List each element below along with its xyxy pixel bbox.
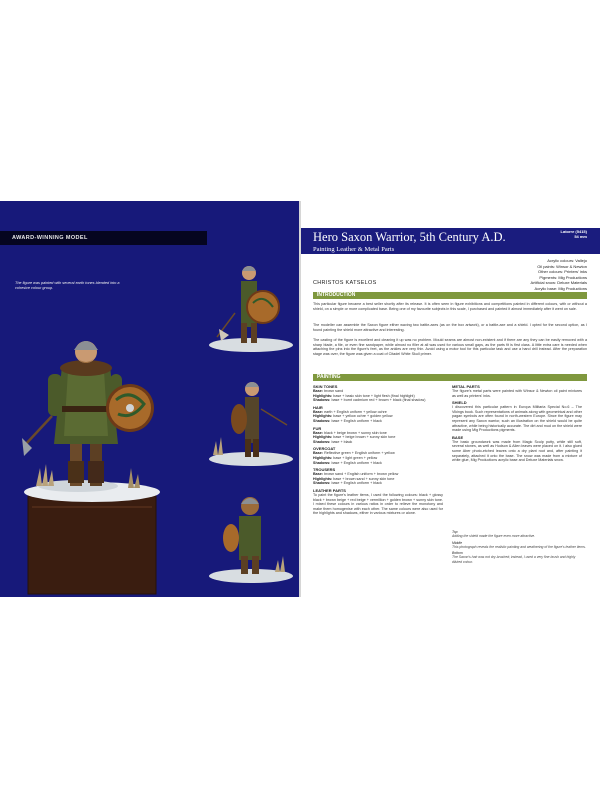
- caption-text: The Saxon's hair was not dry-brushed; instead, I used a very fine brush and highly diluted colour.: [452, 555, 576, 564]
- trousers-group: [313, 467, 443, 486]
- caption-top: [452, 530, 586, 539]
- materials-item: Artificial snow: Deluxe Materials: [530, 280, 587, 286]
- materials-item: Acrylic colours: Vallejo: [547, 258, 587, 263]
- figure-scale: 54 mm: [574, 234, 587, 239]
- line-label: Highlights:: [313, 414, 333, 419]
- award-winning-label: AWARD-WINNING MODEL: [0, 231, 207, 245]
- group-title: SHIELD: [452, 400, 467, 406]
- group-body: I discovered this particular pattern in Europa Militaria Special No.6 – The Vikings book. Such representations of animals along with geometrical and other pagan symbols are often found in north-western Europe. Since the figure may represent any Saxon warrior, such an illustration on the shield would be quite attractive, while being historically accurate. The dirt and mud on the shield were made using Mig Productions pigments.: [452, 405, 582, 433]
- line-label: Highlights:: [313, 455, 333, 460]
- line-text: base + English uniform + black: [330, 460, 382, 465]
- line-text: brown sand: [323, 389, 344, 393]
- fur-group: [313, 426, 443, 445]
- group-title: FUR: [313, 425, 322, 431]
- line-label: Base:: [313, 430, 324, 435]
- group-title: SKIN TONES: [313, 384, 338, 389]
- line-label: Base:: [313, 451, 324, 456]
- materials-item: Oil paints: Winsor & Newton: [537, 263, 587, 269]
- line-text: base + English uniform + black: [330, 481, 382, 486]
- line-label: Highlights:: [313, 476, 333, 481]
- caption-label: Top: [452, 530, 458, 534]
- painting-heading: PAINTING: [313, 374, 587, 381]
- group-title: TROUSERS: [313, 467, 336, 473]
- line-label: Base:: [313, 409, 324, 414]
- group-body: To paint the figure's leather items, I used the following colours: black + glossy black + brown beige + red beige + vermillion + golden brown + sunny skin tone. I mixed these colours in various ratios in order to relieve the monotony and make them homogenise with each other. The same colours were also used for the highlights and shadows, either in various mixtures or alone.: [313, 492, 443, 516]
- line-label: Shadows:: [313, 398, 331, 403]
- line-label: Shadows:: [313, 439, 331, 444]
- overcoat-group: [313, 446, 443, 465]
- magazine-spread: [0, 201, 600, 597]
- group-title: BASE: [452, 434, 464, 440]
- line-label: Base:: [313, 472, 324, 477]
- caption-label: Bottom: [452, 551, 463, 556]
- manufacturer-code: Latorre (5415): [560, 229, 587, 234]
- caption-text: This photograph reveals the realistic painting and weathering of the figure's leather items.: [452, 544, 586, 549]
- line-text: base + beige brown + sunny skin tone: [332, 435, 396, 440]
- author-name: CHRISTOS KATSELOS: [313, 280, 377, 286]
- hair-group: [313, 405, 443, 424]
- metal-parts-group: [452, 384, 582, 398]
- introduction-heading: INTRODUCTION: [313, 292, 587, 299]
- line-text: base + brown sand + sunny skin tone: [332, 476, 395, 481]
- line-text: base + English uniform + black: [330, 418, 382, 423]
- article-subtitle: Painting Leather & Metal Parts: [313, 246, 395, 253]
- line-label: Highlights:: [313, 435, 333, 440]
- group-title: HAIR: [313, 404, 323, 410]
- left-page: [0, 201, 300, 597]
- group-title: LEATHER PARTS: [313, 487, 346, 493]
- caption-label: Middle: [452, 540, 462, 545]
- detail-photo-top: [205, 253, 295, 353]
- caption-bottom: [452, 551, 586, 564]
- intro-paragraph: The casting of the figure is excellent and cleaning it up was no problem. Mould seams are almost non-existent and if there are any they can be easily removed with a sharp blade, a file, or even fine sandpaper, while almost no filler at all was used for various small gaps, as the parts fit is first class. A little extra care is needed when attaching the pins into the figure's feet, as the ankles are very thin. Avoid using a motor tool for this particular task and use a hand drill instead. After the preparation stage was over, the figure was given a coat of Citadel White Skull primer.: [313, 338, 587, 357]
- figure-scale-info: [561, 229, 587, 239]
- line-text: base + yellow ochre + golden yellow: [332, 414, 393, 419]
- line-label: Base:: [313, 389, 324, 393]
- intro-paragraph: The modeller can assemble the Saxon figure either waving two battle-axes (as on the box artwork), or a battle-axe and a shield. I opted for the second option, as I found painting the shield more attractive and interesting.: [313, 323, 587, 332]
- caption-text: Adding the shield made the figure even more attractive.: [452, 534, 536, 539]
- group-title: METAL PARTS: [452, 384, 480, 389]
- line-label: Shadows:: [313, 481, 331, 486]
- shield-group: [452, 400, 582, 433]
- materials-item: Acrylic base: Mig Productions: [534, 285, 587, 291]
- line-text: black + beige brown + sunny skin tone: [323, 430, 387, 435]
- line-text: earth + English uniform + yellow ochre: [323, 409, 387, 414]
- right-page: [301, 201, 600, 597]
- painting-column-left: [313, 384, 443, 518]
- group-body: The basic groundwork was made from Magic Sculp putty, while still soft, several stones, as well as Hudson & Allen leaves were placed on it. I also glued some Aber photo-etched leaves onto a dry plant root and, after painting it separately, attached it onto the base. The snow was made from a mixture of white glue, Mig Productions acrylic base and Deluxe Materials snow.: [452, 439, 582, 463]
- painting-column-right: [452, 384, 582, 465]
- intro-paragraph: This particular figure became a best seller shortly after its release. It is often seen in figure exhibitions and competitions painted in different colours, with or without a shield, on a simple or more complicated base. Being one of my favourite subjects in this scale, I purchased and painted it almost immediately after it went on sale.: [313, 302, 587, 311]
- group-body: The figure's metal parts were painted with Winsor & Newton oil paint mixtures as well as printers' inks.: [452, 389, 582, 398]
- materials-item: Other colours: Printers' inks: [537, 269, 587, 275]
- main-figure-photo: [18, 296, 168, 596]
- detail-photo-middle: [205, 369, 295, 469]
- base-group: [452, 435, 582, 463]
- materials-item: Pigments: Mig Productions: [539, 274, 587, 280]
- line-label: Shadows:: [313, 460, 331, 465]
- line-text: brown sand + English uniform + brown yellow: [323, 472, 399, 477]
- article-title: Hero Saxon Warrior, 5th Century A.D.: [313, 230, 506, 244]
- detail-photo-bottom: [205, 484, 295, 584]
- line-label: Shadows:: [313, 418, 331, 423]
- caption-middle: [452, 541, 586, 550]
- line-text: base + black: [330, 439, 353, 444]
- line-label: Highlights:: [313, 393, 333, 398]
- line-text: base + basic skin tone + light flesh (final highlight): [332, 393, 415, 398]
- group-title: OVERCOAT: [313, 446, 336, 452]
- photo-captions: [452, 530, 586, 566]
- skin-tones-group: [313, 384, 443, 403]
- line-text: base + light green + yellow: [332, 455, 378, 460]
- line-text: base + burnt cadmium red + brown + black (final shadow): [330, 398, 426, 403]
- main-photo-caption: The figure was painted with several earth tones blended into a cohesive colour group.: [15, 281, 120, 290]
- line-text: Reflective green + English uniform + yellow: [323, 451, 395, 456]
- leather-parts-group: [313, 488, 443, 516]
